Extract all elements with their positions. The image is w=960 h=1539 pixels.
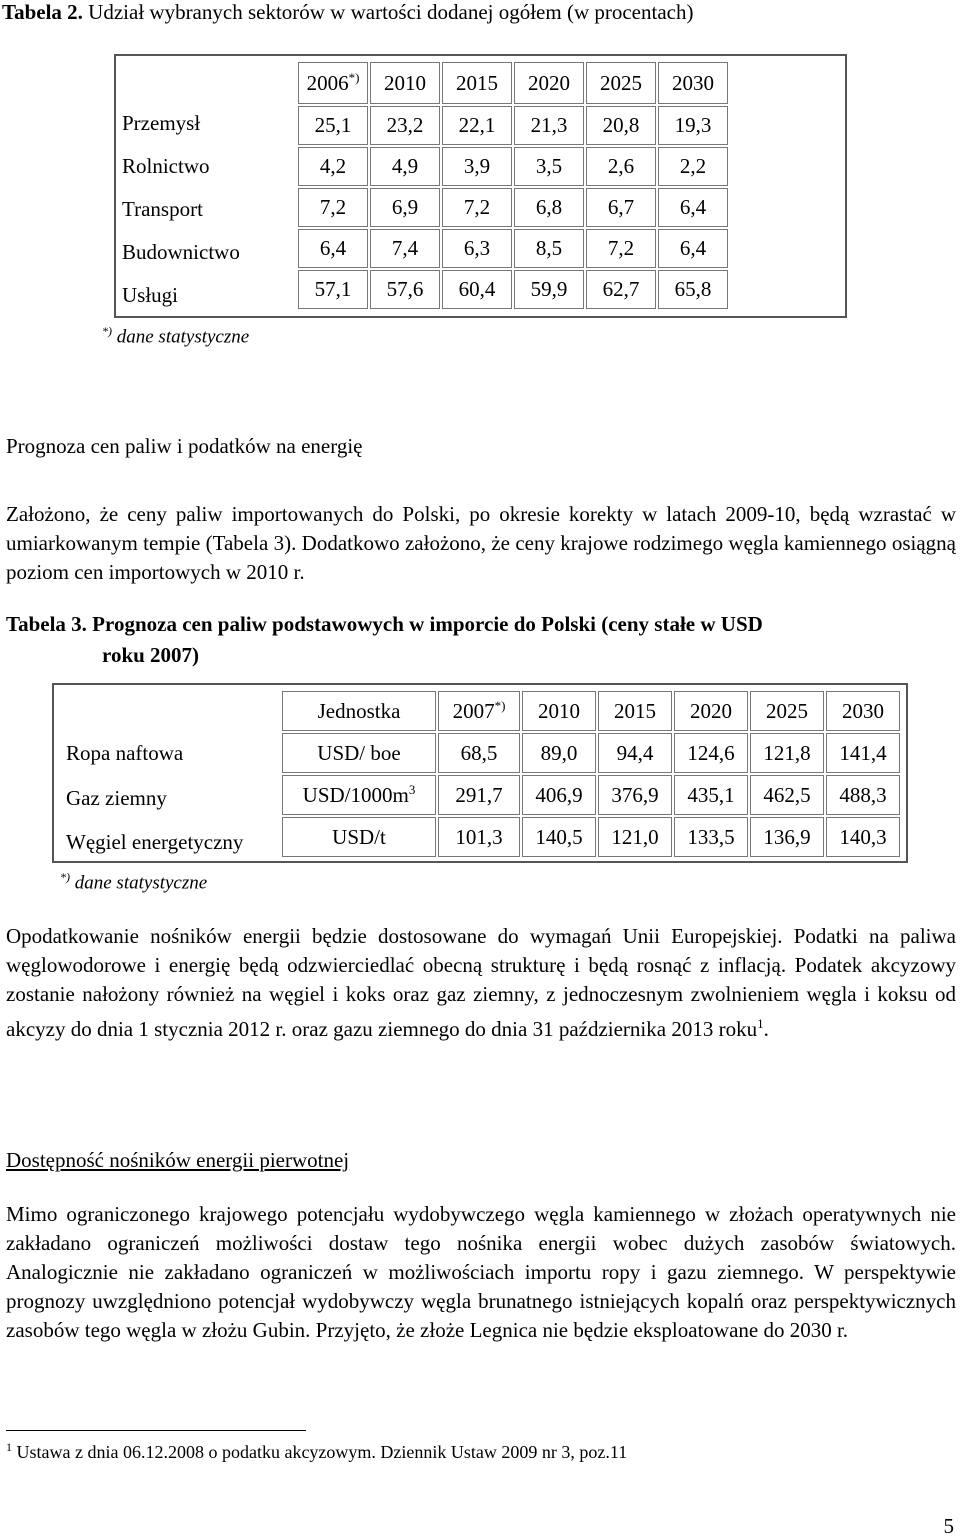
prices-paragraph: Założono, że ceny paliw importowanych do Polski, po okresie korekty w latach 2009-10, będą wzrastać w umiarkowanym tempie (Tabela 3). Dodatkowo założono, że ceny krajowe rodzimego węgla kamiennego osiągną poziom cen importowych w 2010 r. [6, 502, 956, 584]
table2-cell: 57,1 [298, 270, 368, 309]
table3-unit-text: USD/ boe [317, 740, 401, 765]
table3-cell: 376,9 [598, 775, 672, 815]
table2-year-text: 2010 [384, 70, 426, 95]
table2-year-text: 2020 [528, 70, 570, 95]
table3-cell: 488,3 [826, 775, 900, 815]
page-number: 5 [943, 1514, 954, 1538]
table2-cell: 2,2 [658, 147, 728, 186]
table2-cell: 20,8 [586, 106, 656, 145]
taxes-paragraph-end: . [763, 1017, 769, 1041]
table3-year-text: 2020 [690, 698, 732, 723]
table2-cell: 57,6 [370, 270, 440, 309]
table3-unit-header: Jednostka [282, 691, 436, 731]
table3-grid [280, 689, 902, 859]
table2-cell: 60,4 [442, 270, 512, 309]
table3-cell: 121,8 [750, 733, 824, 773]
table2-cell: 6,4 [298, 229, 368, 268]
table3-caption-text: Prognoza cen paliw podstawowych w imporcie do Polski (ceny stałe w USD [86, 612, 763, 636]
table3-cell: 406,9 [522, 775, 596, 815]
table2-row-label: Rolnictwo [122, 154, 210, 178]
table2-year-text: 2015 [456, 70, 498, 95]
footnote-ref-1[interactable]: 1 [757, 1016, 764, 1031]
table3-header-row [282, 691, 900, 731]
table3-unit-text: USD/1000m [302, 783, 409, 807]
table3-cell: 89,0 [522, 733, 596, 773]
table3-unit-cell [282, 817, 436, 857]
table2-cell: 21,3 [514, 106, 584, 145]
table3-year-header [598, 691, 672, 731]
table2-year-header [370, 62, 440, 104]
table3-unit-sup: 3 [408, 782, 416, 797]
table2 [114, 54, 847, 318]
table3-year-header [674, 691, 748, 731]
table2-cell: 6,4 [658, 229, 728, 268]
table3-cell: 140,3 [826, 817, 900, 857]
table3-row [282, 775, 900, 815]
table2-cell: 59,9 [514, 270, 584, 309]
table3-row [282, 817, 900, 857]
table3-row-label: Węgiel energetyczny [66, 830, 244, 854]
table3-cell: 291,7 [438, 775, 520, 815]
table2-year-text: 2006 [306, 71, 349, 95]
table2-year-header [298, 62, 368, 104]
table2-cell: 62,7 [586, 270, 656, 309]
table3-unit-cell [282, 775, 436, 815]
table3-cell: 140,5 [522, 817, 596, 857]
table2-cell: 25,1 [298, 106, 368, 145]
table3-caption-label: Tabela 3. [6, 612, 87, 636]
table3-year-text: 2007 [452, 699, 495, 723]
table3-year-mark: *) [494, 698, 506, 713]
footnote-1 [6, 1440, 627, 1463]
table3-year-text: 2025 [766, 698, 808, 723]
table2-row [298, 106, 728, 145]
table3-cell: 68,5 [438, 733, 520, 773]
table3-year-header [826, 691, 900, 731]
table2-year-header [442, 62, 512, 104]
table3-year-header [522, 691, 596, 731]
table2-year-header [658, 62, 728, 104]
table3-unit-cell [282, 733, 436, 773]
taxes-paragraph-text: Opodatkowanie nośników energii będzie dostosowane do wymagań Unii Europejskiej. Podatki na paliwa węglowodorowe i energię będą odzwierciedlać obecną strukturę i będą rosnąć z inflacją. Podatek akcyzowy zostanie nałożony również na węgiel i koks oraz gaz ziemny, z jednoczesnym zwolnieniem węgla i koksu od akcyzy do dnia 1 stycznia 2012 r. oraz gazu ziemnego do dnia 31 października 2013 roku [6, 924, 956, 1041]
table3-cell: 136,9 [750, 817, 824, 857]
table3-cell: 124,6 [674, 733, 748, 773]
table3-cell: 133,5 [674, 817, 748, 857]
taxes-paragraph [6, 922, 956, 1044]
table3-footnote-text: dane statystyczne [70, 872, 208, 894]
table3-year-text: 2030 [842, 698, 884, 723]
table2-row-label: Budownictwo [122, 240, 240, 264]
table2-cell: 2,6 [586, 147, 656, 186]
table2-cell: 23,2 [370, 106, 440, 145]
table3-cell: 141,4 [826, 733, 900, 773]
table2-caption-label: Tabela 2. [2, 0, 83, 24]
table2-header-row [298, 62, 728, 104]
table2-footnote-mark: *) [102, 324, 112, 338]
table3-caption [6, 612, 763, 637]
table2-year-header [586, 62, 656, 104]
table3-year-text: 2015 [614, 698, 656, 723]
table2-row-label: Transport [122, 197, 203, 221]
table2-row-label: Przemysł [122, 111, 201, 135]
footnote-1-text: Ustawa z dnia 06.12.2008 o podatku akcyzowym. Dziennik Ustaw 2009 nr 3, poz.11 [12, 1442, 628, 1462]
table2-cell: 6,8 [514, 188, 584, 227]
table3-row [282, 733, 900, 773]
table2-row [298, 147, 728, 186]
table2-cell: 4,9 [370, 147, 440, 186]
footnote-1-number: 1 [6, 1440, 12, 1454]
table2-row [298, 270, 728, 309]
table2-cell: 22,1 [442, 106, 512, 145]
table2-cell: 7,2 [298, 188, 368, 227]
table2-cell: 4,2 [298, 147, 368, 186]
availability-paragraph: Mimo ograniczonego krajowego potencjału wydobywczego węgla kamiennego w złożach operatywnych nie zakładano ograniczeń możliwości dostaw tego nośnika energii wobec dużych zasobów światowych. Analogicznie nie zakładano ograniczeń w możliwościach importu ropy i gazu ziemnego. W perspektywie prognozy uwzględniono potencjał wydobywczy węgla brunatnego istniejących kopalń oraz perspektywicznych zasobów tego węgla w złożu Gubin. Przyjęto, że złoże Legnica nie będzie eksploatowane do 2030 r. [6, 1202, 956, 1342]
table3-year-header [750, 691, 824, 731]
section-heading-prices: Prognoza cen paliw i podatków na energię [6, 434, 363, 458]
table3-year-header [438, 691, 520, 731]
table3-row-label: Gaz ziemny [66, 786, 167, 810]
table2-row [298, 229, 728, 268]
table3-cell: 94,4 [598, 733, 672, 773]
table2-cell: 7,2 [442, 188, 512, 227]
table3-cell: 101,3 [438, 817, 520, 857]
table3-row-label: Ropa naftowa [66, 741, 184, 765]
table2-cell: 65,8 [658, 270, 728, 309]
table2-year-mark: *) [348, 70, 360, 85]
table2-cell: 19,3 [658, 106, 728, 145]
table2-year-text: 2030 [672, 70, 714, 95]
table2-cell: 6,4 [658, 188, 728, 227]
table2-row-label: Usługi [122, 283, 179, 307]
table2-cell: 7,4 [370, 229, 440, 268]
table3-footnote-mark: *) [60, 870, 70, 884]
table2-cell: 3,5 [514, 147, 584, 186]
table3-unit-text: USD/t [332, 824, 386, 849]
table2-year-text: 2025 [600, 70, 642, 95]
table2-cell: 8,5 [514, 229, 584, 268]
table3-cell: 462,5 [750, 775, 824, 815]
table3-cell: 435,1 [674, 775, 748, 815]
table2-caption [2, 0, 693, 25]
table2-cell: 7,2 [586, 229, 656, 268]
table2-row [298, 188, 728, 227]
footnote-divider [6, 1430, 306, 1431]
table3-caption-line2: roku 2007) [102, 643, 200, 667]
section-heading-availability: Dostępność nośników energii pierwotnej [6, 1148, 350, 1172]
table3-footnote [60, 870, 207, 894]
table2-cell: 3,9 [442, 147, 512, 186]
table3-cell: 121,0 [598, 817, 672, 857]
table2-grid [296, 60, 730, 311]
table2-caption-text: Udział wybranych sektorów w wartości dodanej ogółem (w procentach) [82, 0, 694, 24]
table2-cell: 6,3 [442, 229, 512, 268]
table2-cell: 6,7 [586, 188, 656, 227]
table3-year-text: 2010 [538, 698, 580, 723]
table2-year-header [514, 62, 584, 104]
table2-footnote-text: dane statystyczne [112, 326, 250, 348]
table2-footnote [102, 324, 249, 348]
table2-cell: 6,9 [370, 188, 440, 227]
